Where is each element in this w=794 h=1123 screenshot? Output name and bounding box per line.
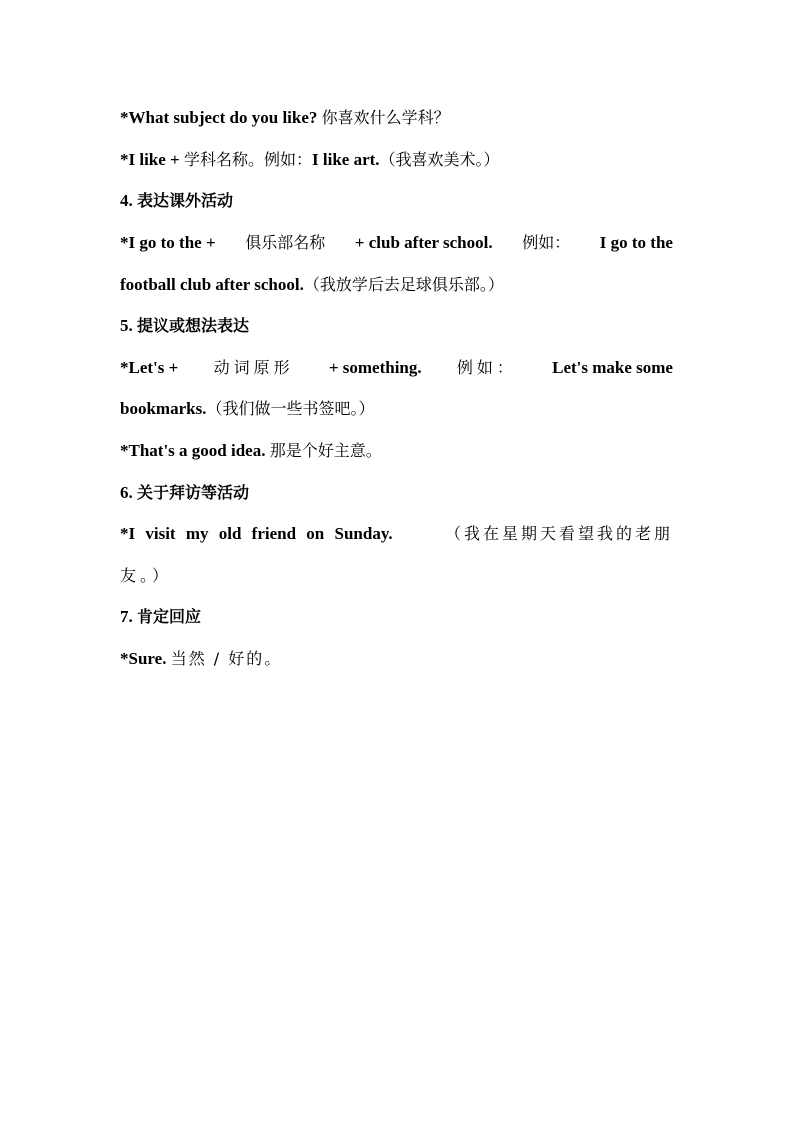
line-lets (120, 356, 673, 380)
chinese-text: 例如： (522, 233, 571, 252)
english-text: *I like + (120, 150, 180, 169)
english-text: I like art. (312, 150, 380, 169)
section-heading-5 (120, 314, 673, 338)
heading-number: 6. (120, 483, 133, 502)
chinese-text: 动词原形 (213, 358, 294, 377)
english-text: *Let's + (120, 358, 179, 377)
english-text: *I visit my old friend on Sunday. (120, 524, 393, 543)
english-text: *I go to the + (120, 233, 216, 252)
english-text: *What subject do you like? (120, 108, 318, 127)
section-heading-7 (120, 605, 673, 629)
line-go-to-club (120, 231, 673, 255)
english-text: Let's make some (552, 358, 673, 377)
heading-title: 肯定回应 (137, 607, 202, 626)
chinese-text: 你喜欢什么学科？ (321, 108, 450, 127)
section-heading-4 (120, 189, 673, 213)
english-text: + something. (328, 358, 422, 377)
chinese-text: （我们做一些书签吧。） (206, 399, 375, 418)
heading-title: 提议或想法表达 (137, 316, 250, 335)
line-i-like (120, 148, 673, 172)
line-bookmarks (120, 397, 673, 421)
english-text: football club after school. (120, 275, 304, 294)
line-sure (120, 647, 673, 671)
line-what-subject (120, 106, 673, 130)
chinese-text: 当然 / 好的。 (170, 649, 283, 668)
chinese-text: （我在星期天看望我的老朋 (444, 524, 673, 543)
heading-title: 关于拜访等活动 (137, 483, 250, 502)
heading-title: 表达课外活动 (137, 191, 234, 210)
english-text: *That's a good idea. (120, 441, 266, 460)
heading-number: 4. (120, 191, 133, 210)
english-text: + club after school. (354, 233, 493, 252)
heading-number: 7. (120, 607, 133, 626)
line-football-club (120, 273, 673, 297)
chinese-text: 学科名称。例如： (184, 150, 313, 169)
chinese-text: （我喜欢美术。） (379, 150, 500, 169)
line-good-idea (120, 439, 673, 463)
section-heading-6 (120, 481, 673, 505)
chinese-text: 例如： (456, 358, 517, 377)
chinese-text: 俱乐部名称 (245, 233, 326, 252)
line-visit-friend-cont (120, 564, 673, 588)
english-text: I go to the (599, 233, 673, 252)
english-text: *Sure. (120, 649, 167, 668)
english-text: bookmarks. (120, 399, 207, 418)
chinese-text: （我放学后去足球俱乐部。） (303, 275, 504, 294)
chinese-text: 友。） (120, 566, 173, 585)
line-visit-friend (120, 522, 673, 546)
heading-number: 5. (120, 316, 133, 335)
chinese-text: 那是个好主意。 (269, 441, 382, 460)
